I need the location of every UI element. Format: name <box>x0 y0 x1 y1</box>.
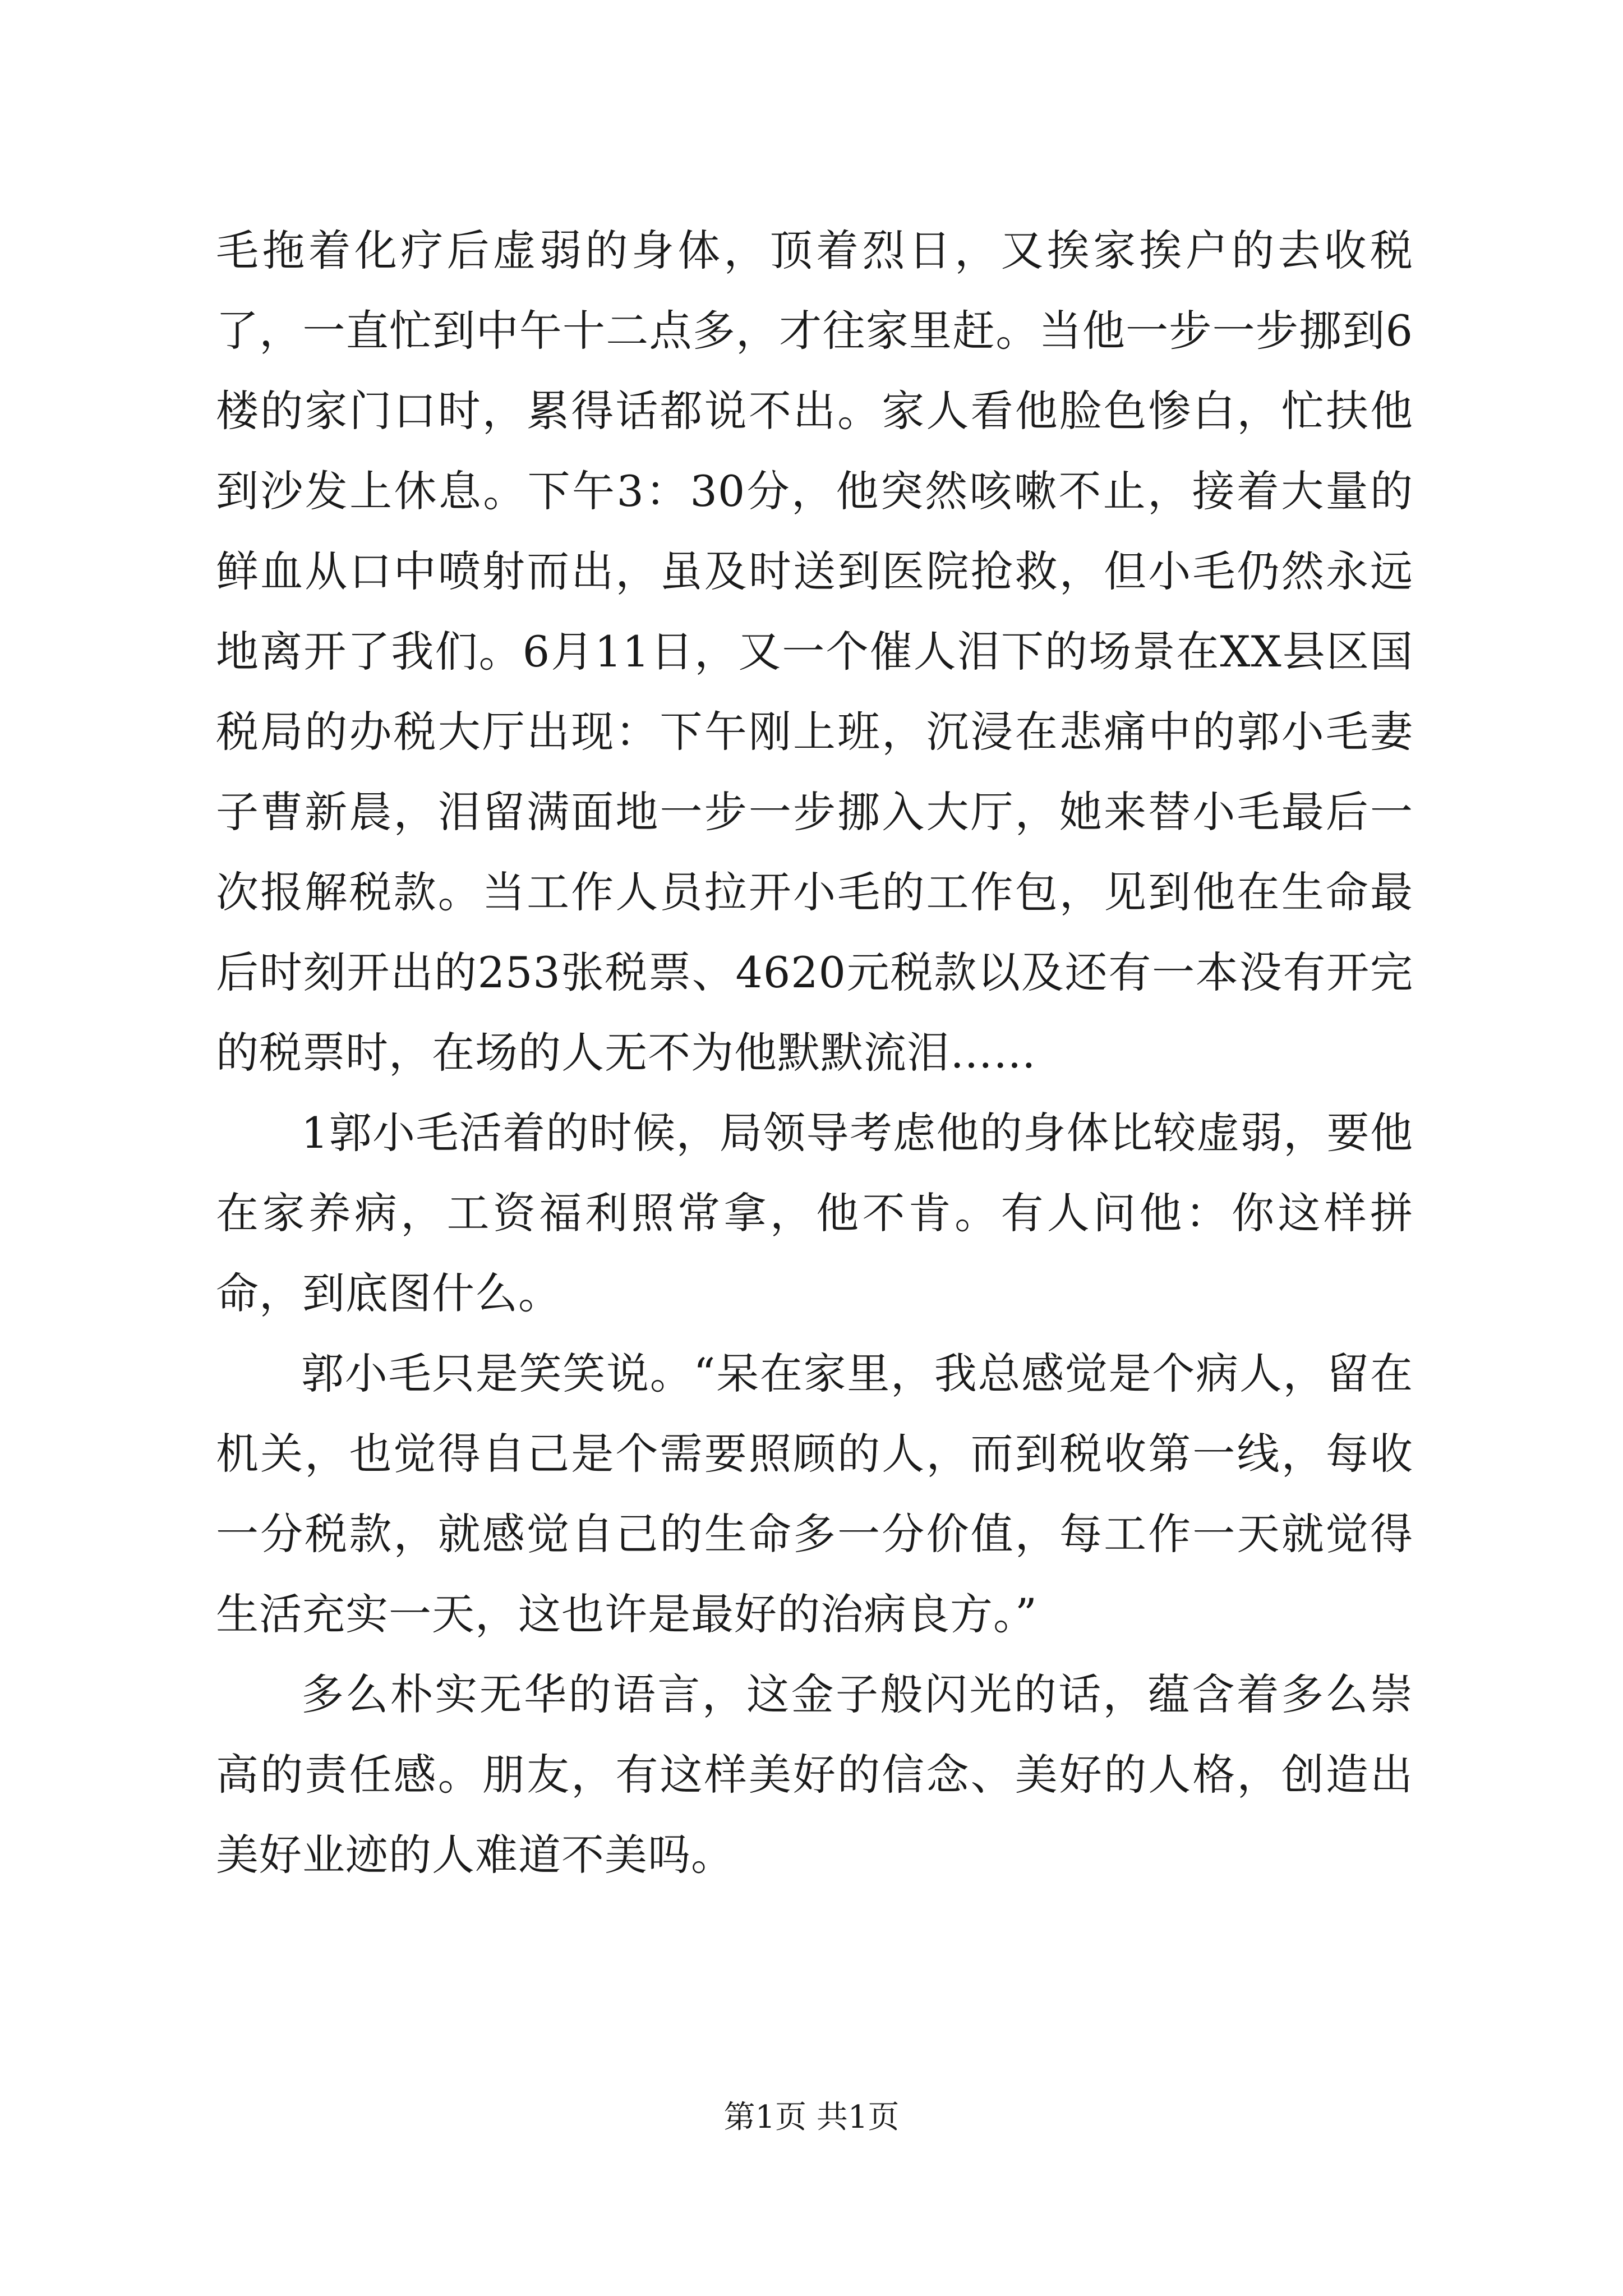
paragraph-quote: 郭小毛只是笑笑说。“呆在家里，我总感觉是个病人，留在机关，也觉得自己是个需要照顾的人，而到税收第一线，每收一分税款，就感觉自己的生命多一分价值，每工作一天就觉得生活充实一天，这也许是最好的治病良方。” <box>216 1349 1413 1639</box>
paragraph-leader-advice: 1郭小毛活着的时候，局领导考虑他的身体比较虚弱，要他在家养病，工资福利照常拿，他不肯。有人问他：你这样拼命，到底图什么。 <box>216 1108 1413 1318</box>
paragraph-continuation: 毛拖着化疗后虚弱的身体，顶着烈日，又挨家挨户的去收税了，一直忙到中午十二点多，才往家里赶。当他一步一步挪到6楼的家门口时，累得话都说不出。家人看他脸色惨白，忙扶他到沙发上休息。下午3：30分，他突然咳嗽不止，接着大量的鲜血从口中喷射而出，虽及时送到医院抢救，但小毛仍然永远地离开了我们。6月11日，又一个催人泪下的场景在XX县区国税局的办税大厅出现：下午刚上班，沉浸在悲痛中的郭小毛妻子曹新晨，泪留满面地一步一步挪入大厅，她来替小毛最后一次报解税款。当工作人员拉开小毛的工作包，见到他在生命最后时刻开出的253张税票、4620元税款以及还有一本没有开完的税票时，在场的人无不为他默默流泪…… <box>216 226 1413 1078</box>
page-number-footer: 第1页 共1页 <box>723 2099 900 2136</box>
document-body <box>216 210 1413 1895</box>
paragraph-conclusion: 多么朴实无华的语言，这金子般闪光的话，蕴含着多么崇高的责任感。朋友，有这样美好的信念、美好的人格，创造出美好业迹的人难道不美吗。 <box>216 1669 1413 1880</box>
